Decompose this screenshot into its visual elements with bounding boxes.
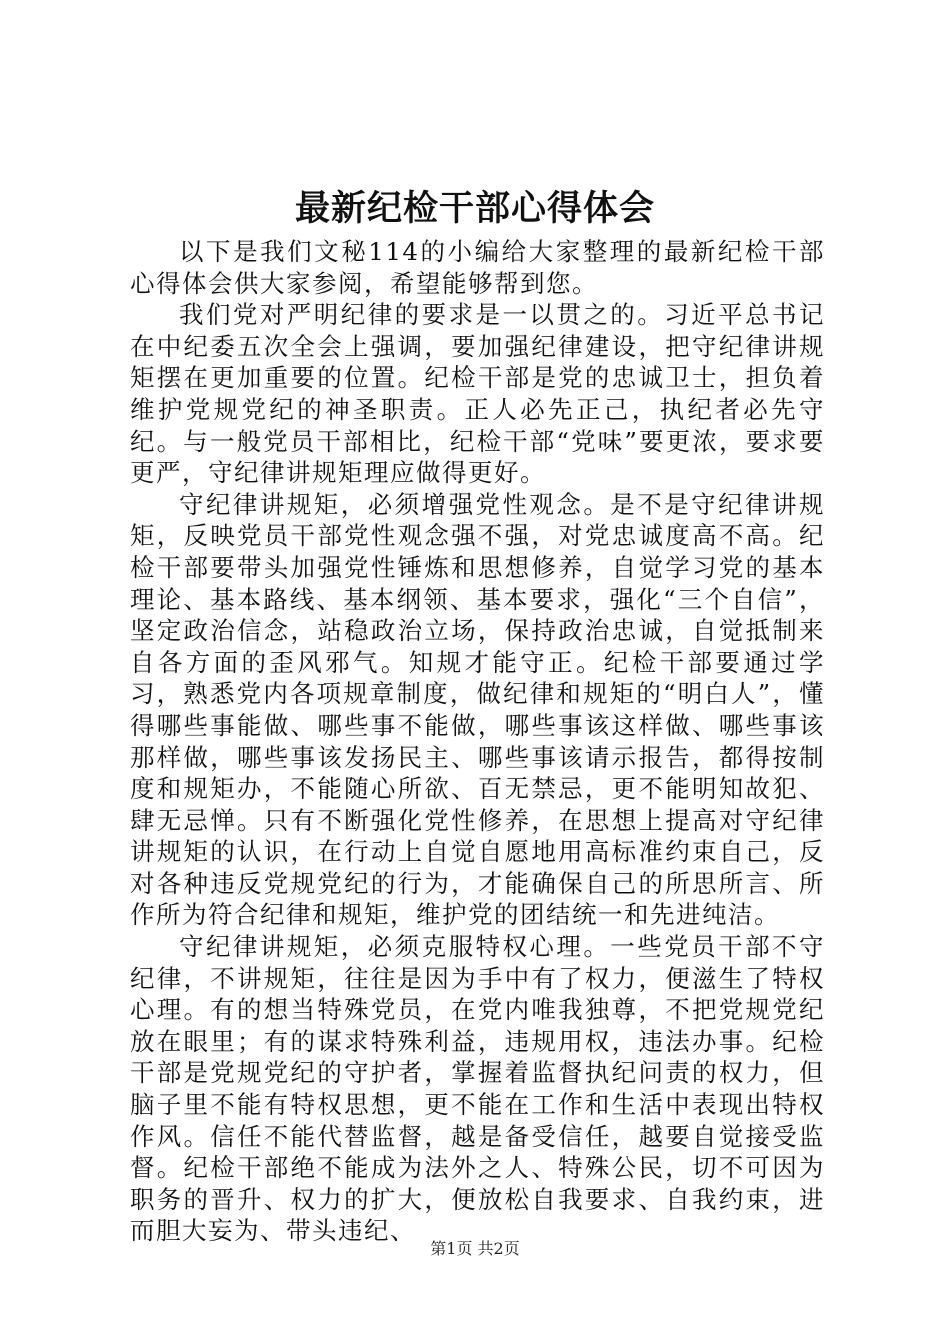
document-title: 最新纪检干部心得体会 <box>294 188 655 229</box>
paragraph-privilege-mentality: 守纪律讲规矩，必须克服特权心理。一些党员干部不守纪律，不讲规矩，往往是因为手中有了权力，便滋生了特权心理。有的想当特殊党员，在党内唯我独尊，不把党规党纪放在眼里；有的谋求特殊利益，违规用权，违法办事。纪检干部是党规党纪的守护者，掌握着监督执纪问责的权力，但脑子里不能有特权思想，更不能在工作和生活中表现出特权作风。信任不能代替监督，越是备受信任，越要自觉接受监督。纪检干部绝不能成为法外之人、特殊公民，切不可因为职务的晋升、权力的扩大，便放松自我要求、自我约束，进而胆大妄为、带头违纪、 <box>130 932 825 1246</box>
paragraph-discipline-requirement: 我们党对严明纪律的要求是一以贯之的。习近平总书记在中纪委五次全会上强调，要加强纪律建设，把守纪律讲规矩摆在更加重要的位置。纪检干部是党的忠诚卫士，担负着维护党规党纪的神圣职责。正人必先正己，执纪者必先守纪。与一般党员干部相比，纪检干部“党味”要更浓，要求要更严，守纪律讲规矩理应做得更好。 <box>130 300 825 488</box>
paragraph-party-spirit: 守纪律讲规矩，必须增强党性观念。是不是守纪律讲规矩，反映党员干部党性观念强不强，对党忠诚度高不高。纪检干部要带头加强党性锤炼和思想修养，自觉学习党的基本理论、基本路线、基本纲领、基本要求，强化“三个自信”，坚定政治信念，站稳政治立场，保持政治忠诚，自觉抵制来自各方面的歪风邪气。知规才能守正。纪检干部要通过学习，熟悉党内各项规章制度，做纪律和规矩的“明白人”，懂得哪些事能做、哪些事不能做，哪些事该这样做、哪些事该那样做，哪些事该发扬民主、哪些事该请示报告，都得按制度和规矩办，不能随心所欲、百无禁忌，更不能明知故犯、肆无忌惮。只有不断强化党性修养，在思想上提高对守纪律讲规矩的认识，在行动上自觉自愿地用高标准约束自己，反对各种违反党规党纪的行为，才能确保自己的所思所言、所作所为符合纪律和规矩，维护党的团结统一和先进纯洁。 <box>130 489 825 930</box>
document-body <box>130 236 825 1247</box>
paragraph-intro: 以下是我们文秘114的小编给大家整理的最新纪检干部心得体会供大家参阅，希望能够帮到您。 <box>130 237 825 298</box>
page-footer: 第1页 共2页 <box>430 1239 520 1258</box>
